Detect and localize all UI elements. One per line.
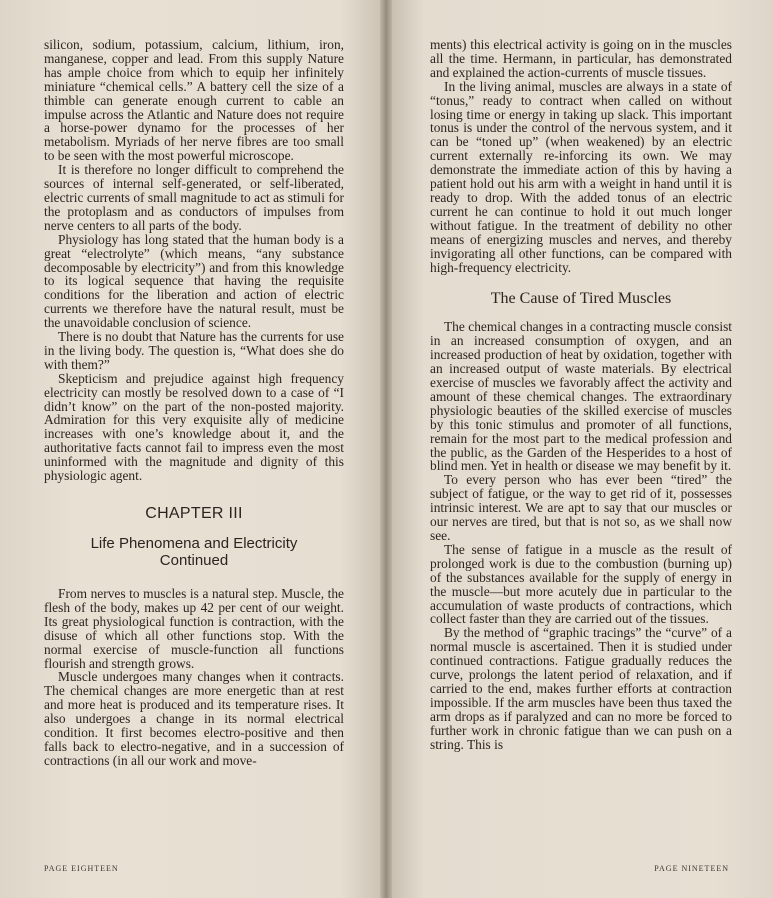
left-page	[0, 0, 386, 898]
left-text-column	[44, 38, 344, 768]
section-title-line: Life Phenomena and Electricity	[90, 535, 298, 552]
section-heading: The Cause of Tired Muscles	[490, 290, 672, 308]
paragraph: The chemical changes in a contracting muscle consist in an increased consumption of oxygen, and an increased production of heat by oxidation, together with an increased output of waste materials. By electrical exercise of muscles we favorably affect the activity and amount of these chemical changes. The extraordinary physiologic beauties of the skilled exercise of muscles by this tonic stimulus and promoter of all functions, remain for the most part to the medical profession and the public, as the Garden of the Hesperides to a host of blind men. Yet in health or disease we may benefit by it.	[430, 319, 732, 474]
right-text-column	[430, 38, 732, 752]
paragraph: To every person who has ever been “tired” the subject of fatigue, or the way to get rid of it, possesses intrinsic interest. We are apt to say that our muscles or our nerves are tired, but that is not so, as we shall now see.	[430, 472, 732, 543]
paragraph: Muscle undergoes many changes when it contracts. The chemical changes are more energetic than at rest and more heat is produced and its temperature rises. It also undergoes a change in its normal electrical condition. It first becomes electro-positive and then falls back to electro-negative, and in a succession of contractions (in all our work and move-	[44, 669, 344, 768]
section-title-line: Continued	[159, 552, 229, 569]
paragraph: In the living animal, muscles are always in a state of “tonus,” ready to contract when called on without losing time or energy in taking up slack. This important tonus is under the control of the nervous system, and it can be “toned up” (when weakened) by an electric current externally re-inforcing its own. We may demonstrate the immediate action of this by having a patient hold out his arm with a weight in hand until it is ready to drop. With the added tonus of an electric current he can continue to hold it out much longer without fatigue. In the treatment of debility no other means of energizing muscles and nerves, and thereby invigorating all other functions, can be compared with high-frequency electricity.	[430, 78, 732, 275]
paragraph: From nerves to muscles is a natural step. Muscle, the flesh of the body, makes up 42 per cent of our weight. Its great physiological function is contraction, with the disuse of which all other functions stop. With the normal exercise of muscle-function all functions flourish and strength grows.	[44, 586, 344, 671]
page-number: PAGE NINETEEN	[654, 864, 729, 873]
paragraph: ments) this electrical activity is going on in the muscles all the time. Hermann, in particular, has demonstrated and explained the action-currents of muscle tissues.	[430, 37, 732, 80]
paragraph: By the method of “graphic tracings” the “curve” of a normal muscle is ascertained. Then it is studied under continued contractions. Fatigue gradually reduces the curve, prolongs the latent period of relaxation, and if carried to the end, makes further efforts at contraction impossible. If the arm muscles have been thus taxed the arm drops as if paralyzed and can no more be forced to further work in chronic fatigue than we can push on a string. This is	[430, 625, 732, 752]
right-page	[386, 0, 773, 898]
paragraph: silicon, sodium, potassium, calcium, lithium, iron, manganese, copper and lead. From this supply Nature has ample choice from which to equip her infinitely miniature “chemical cells.” A battery cell the size of a thimble can generate enough current to cable an impulse across the Atlantic and Nature does not require a horse-power dynamo for the processes of her metabolism. Myriads of her nerve fibres are too small to be seen with the most powerful microscope.	[44, 37, 344, 164]
paragraph: Physiology has long stated that the human body is a great “electrolyte” (which means, “any substance decomposable by electricity”) and from this knowledge to its logical sequence that having the requisite conditions for the liberation and action of electric currents we therefore have the natural result, must be the unavoidable conclusion of science.	[44, 231, 344, 331]
paragraph: The sense of fatigue in a muscle as the result of prolonged work is due to the combustion (burning up) of the substances available for the supply of energy in the muscle—but more acutely due in particular to the accumulation of waste products of contractions, which collect faster than they are carried out of the tissues.	[430, 541, 732, 627]
chapter-heading: CHAPTER III	[145, 505, 243, 522]
book-gutter	[380, 0, 392, 898]
paragraph: It is therefore no longer difficult to comprehend the sources of internal self-generated, or self-liberated, electric currents of small magnitude to act as stimuli for the protoplasm and as conductors of impulses from nerve centers to all parts of the body.	[44, 162, 344, 233]
page-number: PAGE EIGHTEEN	[44, 864, 119, 873]
section-title	[44, 535, 344, 569]
paragraph: Skepticism and prejudice against high frequency electricity can mostly be resolved down to a case of “I didn’t know” on the part of the non-posted majority. Admiration for this very exquisite ally of medicine increases with one’s knowledge about it, and the authoritative facts cannot fail to impress even the most uninformed with the magnitude and dignity of this physiologic agent.	[44, 370, 344, 484]
paragraph: There is no doubt that Nature has the currents for use in the living body. The question is, “What does she do with them?”	[44, 329, 344, 372]
